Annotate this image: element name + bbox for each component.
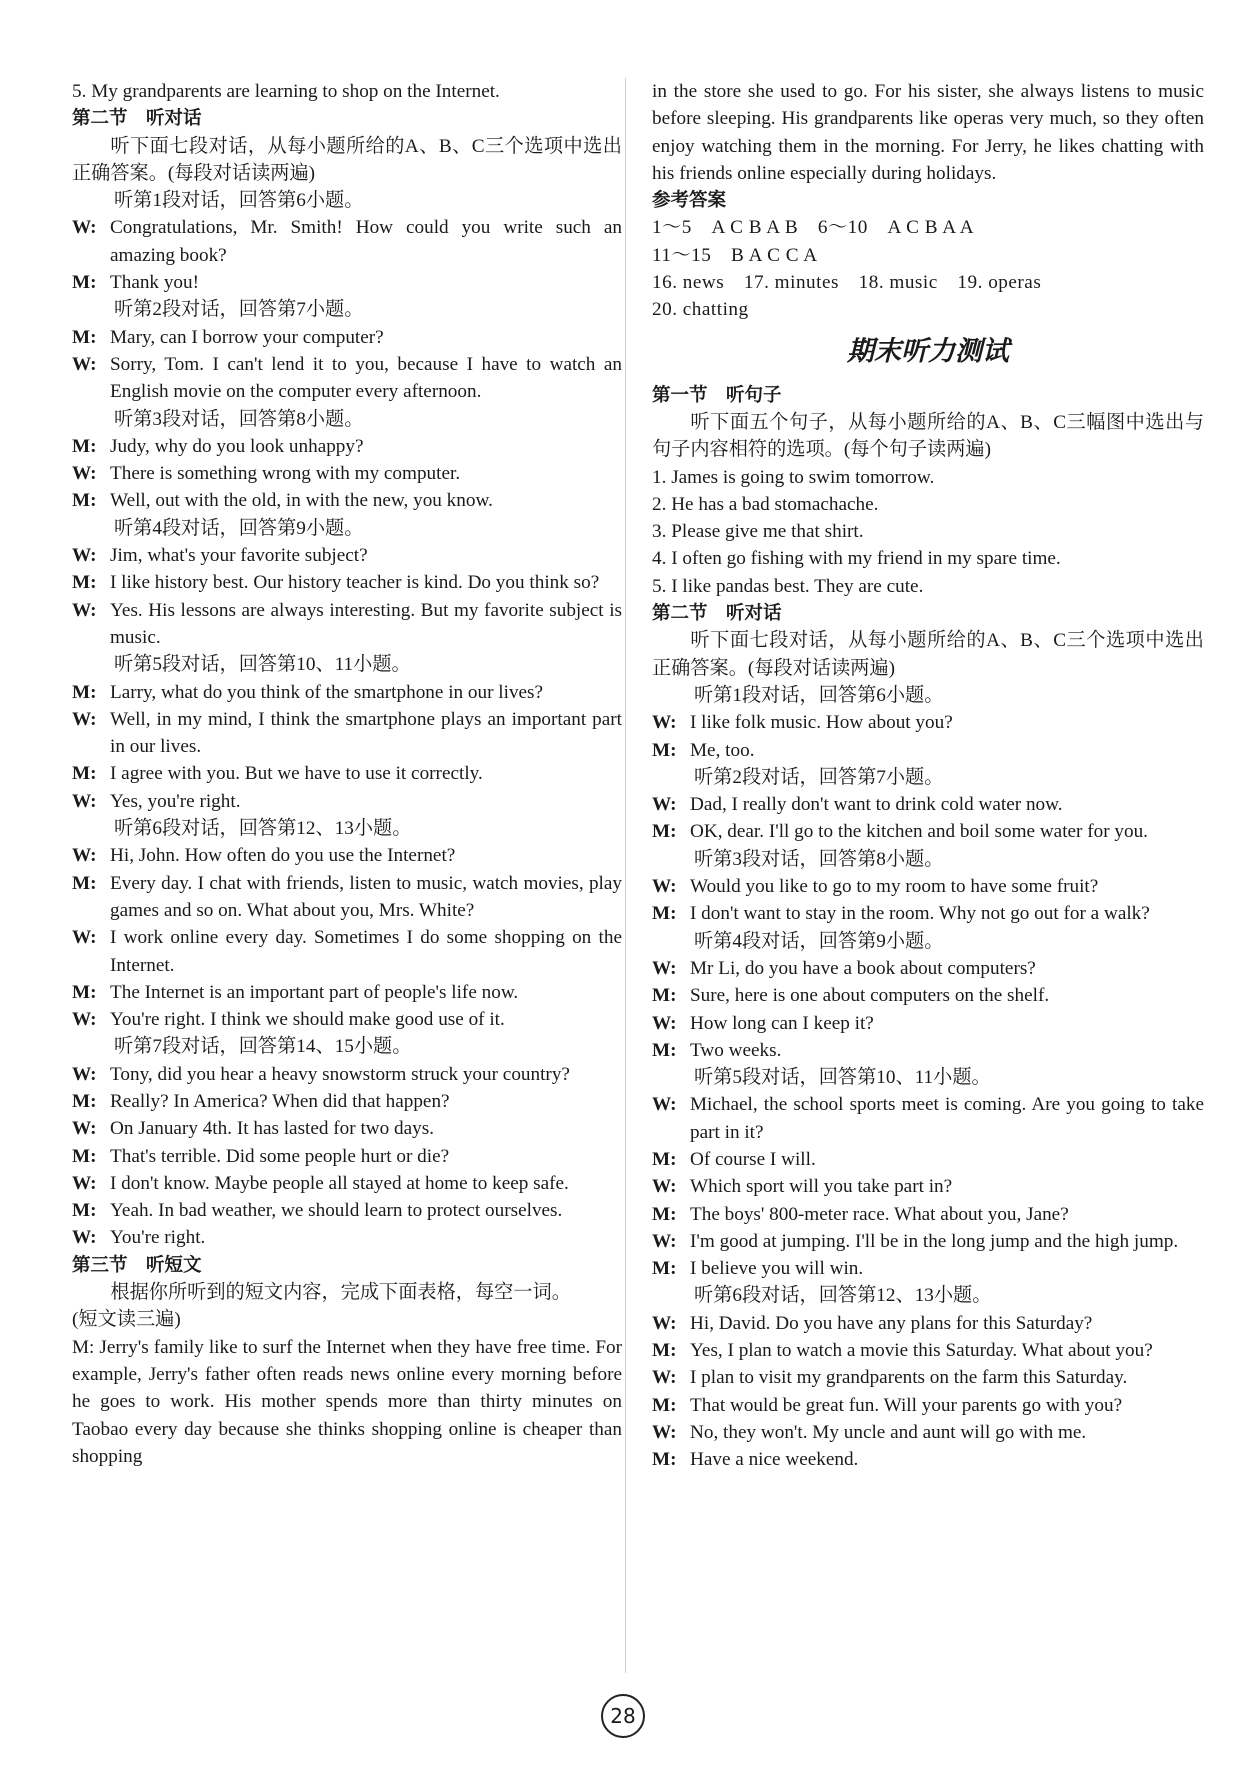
dialogue-cue: 听第4段对话，回答第9小题。: [694, 930, 944, 952]
dialogue-text: I like folk music. How about you?: [690, 712, 953, 734]
speaker-label: W:: [652, 1094, 677, 1116]
final-dialogue-3: [652, 873, 1204, 928]
dialogue-line: [652, 1446, 1204, 1473]
speaker-label: M:: [72, 572, 97, 594]
section-2-instruction: 听下面七段对话，从每小题所给的A、B、C三个选项中选出正确答案。(每段对话读两遍): [72, 135, 622, 184]
speaker-label: M:: [652, 903, 677, 925]
final-section-1-instruction: 听下面五个句子，从每小题所给的A、B、C三幅图中选出与句子内容相符的选项。(每个句子读两遍): [652, 411, 1204, 461]
speaker-label: W:: [72, 217, 97, 239]
dialogue-line: [72, 979, 622, 1006]
dialogue-cue: 听第7段对话，回答第14、15小题。: [114, 1036, 412, 1058]
passage-text: M: Jerry's family like to surf the Internet when they have free time. For example, Jerry's father often reads news online every morning before he goes to work. His mother spends more than thirty minutes on Taobao every day because she thinks shopping online is cheaper than shopping: [72, 1336, 622, 1467]
speaker-label: M:: [72, 1200, 97, 1222]
speaker-label: W:: [652, 1176, 677, 1198]
dialogue-line: [72, 760, 622, 787]
speaker-label: M:: [72, 326, 97, 348]
sentence-item: 2. He has a bad stomachache.: [652, 493, 879, 515]
dialogue-line: [72, 1197, 622, 1224]
dialogue-line: [652, 709, 1204, 736]
dialogue-text: Judy, why do you look unhappy?: [110, 435, 364, 457]
dialogue-line: [72, 460, 622, 487]
dialogue-text: I'm good at jumping. I'll be in the long jump and the high jump.: [690, 1230, 1179, 1252]
dialogue-text: No, they won't. My uncle and aunt will go with me.: [690, 1421, 1087, 1443]
final-dialogue-2: [652, 791, 1204, 846]
speaker-label: W:: [72, 1063, 97, 1085]
dialogue-line: [652, 1255, 1204, 1282]
dialogue-text: Two weeks.: [690, 1039, 782, 1061]
speaker-label: W:: [72, 463, 97, 485]
dialogue-7: [72, 1061, 622, 1252]
dialogue-cue: 听第2段对话，回答第7小题。: [694, 766, 944, 788]
dialogue-line: [72, 351, 622, 406]
final-test-title: 期末听力测试: [847, 335, 1009, 367]
dialogue-text: Dad, I really don't want to drink cold water now.: [690, 794, 1063, 816]
speaker-label: M:: [652, 1394, 677, 1416]
sentence-item-5: 5. My grandparents are learning to shop on the Internet.: [72, 81, 500, 102]
speaker-label: M:: [72, 763, 97, 785]
speaker-label: M:: [652, 1258, 677, 1280]
answer-line: 11～15 B A C C A: [652, 244, 818, 266]
speaker-label: W:: [72, 790, 97, 812]
section-3-note: (短文读三遍): [72, 1309, 181, 1331]
answer-line: 1～5 A C B A B 6～10 A C B A A: [652, 217, 975, 239]
final-section-2-heading: 第二节 听对话: [652, 603, 782, 625]
dialogue-text: On January 4th. It has lasted for two days.: [110, 1118, 434, 1140]
dialogue-4: [72, 542, 622, 651]
dialogue-text: Yes. His lessons are always interesting. But my favorite subject is music.: [110, 599, 622, 648]
answer-line: 16. news 17. minutes 18. music 19. operas: [652, 272, 1042, 294]
dialogue-text: Well, out with the old, in with the new, you know.: [110, 490, 493, 512]
speaker-label: M:: [652, 821, 677, 843]
dialogue-text: Sorry, Tom. I can't lend it to you, because I have to watch an English movie on the computer every afternoon.: [110, 353, 622, 403]
dialogue-line: [72, 924, 622, 979]
speaker-label: W:: [652, 957, 677, 979]
left-column: [72, 78, 622, 1470]
speaker-label: M:: [652, 1340, 677, 1362]
final-dialogue-4: [652, 955, 1204, 1064]
speaker-label: W:: [72, 545, 97, 567]
dialogue-text: How long can I keep it?: [690, 1012, 874, 1034]
final-dialogue-5: [652, 1091, 1204, 1282]
dialogue-line: [652, 1201, 1204, 1228]
speaker-label: M:: [72, 435, 97, 457]
dialogue-line: [72, 1006, 622, 1033]
dialogue-text: Mr Li, do you have a book about computers?: [690, 957, 1036, 979]
speaker-label: W:: [72, 927, 97, 949]
dialogue-text: Yes, I plan to watch a movie this Saturday. What about you?: [690, 1340, 1153, 1362]
dialogue-text: Which sport will you take part in?: [690, 1176, 953, 1198]
speaker-label: M:: [72, 981, 97, 1003]
dialogue-line: [652, 1337, 1204, 1364]
dialogue-6: [72, 842, 622, 1033]
section-2-heading: 第二节 听对话: [72, 108, 202, 130]
dialogue-cue: 听第6段对话，回答第12、13小题。: [114, 818, 412, 840]
speaker-label: W:: [72, 1172, 97, 1194]
dialogue-line: [652, 1173, 1204, 1200]
dialogue-cue: 听第5段对话，回答第10、11小题。: [694, 1067, 991, 1089]
dialogue-line: [652, 900, 1204, 927]
dialogue-text: Yes, you're right.: [110, 790, 241, 812]
dialogue-line: [72, 706, 622, 761]
dialogue-line: [72, 433, 622, 460]
speaker-label: W:: [72, 708, 97, 730]
dialogue-5: [72, 679, 622, 815]
dialogue-text: You're right.: [110, 1227, 206, 1249]
dialogue-line: [72, 487, 622, 514]
dialogue-cue: 听第4段对话，回答第9小题。: [114, 517, 364, 539]
speaker-label: W:: [72, 1227, 97, 1249]
dialogue-text: That's terrible. Did some people hurt or die?: [110, 1145, 450, 1167]
dialogue-text: Hi, John. How often do you use the Internet?: [110, 845, 456, 867]
dialogue-line: [72, 1170, 622, 1197]
dialogue-line: [652, 1310, 1204, 1337]
answer-line: 20. chatting: [652, 299, 749, 321]
dialogue-text: Jim, what's your favorite subject?: [110, 545, 368, 567]
dialogue-text: Sure, here is one about computers on the shelf.: [690, 985, 1050, 1007]
speaker-label: W:: [652, 712, 677, 734]
dialogue-line: [652, 1037, 1204, 1064]
dialogue-text: Every day. I chat with friends, listen to music, watch movies, play games and so on. What about you, Mrs. White?: [110, 872, 622, 921]
dialogue-cue: 听第5段对话，回答第10、11小题。: [114, 654, 411, 676]
dialogue-text: The boys' 800-meter race. What about you, Jane?: [690, 1203, 1069, 1225]
final-dialogue-6: [652, 1310, 1204, 1474]
final-dialogue-1: [652, 709, 1204, 764]
dialogue-line: [652, 1392, 1204, 1419]
dialogue-cue: 听第3段对话，回答第8小题。: [694, 848, 944, 870]
speaker-label: W:: [652, 876, 677, 898]
sentence-item: 4. I often go fishing with my friend in my spare time.: [652, 548, 1061, 570]
dialogue-line: [72, 1143, 622, 1170]
final-section-2-instruction: 听下面七段对话，从每小题所给的A、B、C三个选项中选出正确答案。(每段对话读两遍): [652, 630, 1204, 679]
speaker-label: M:: [652, 1148, 677, 1170]
dialogue-text: Larry, what do you think of the smartphone in our lives?: [110, 681, 544, 703]
dialogue-text: You're right. I think we should make good use of it.: [110, 1009, 505, 1031]
dialogue-cue: 听第6段对话，回答第12、13小题。: [694, 1285, 992, 1307]
speaker-label: W:: [652, 1230, 677, 1252]
dialogue-line: [72, 597, 622, 652]
speaker-label: M:: [72, 272, 97, 294]
dialogue-line: [652, 1010, 1204, 1037]
dialogue-line: [72, 1088, 622, 1115]
dialogue-text: Michael, the school sports meet is coming. Are you going to take part in it?: [690, 1094, 1204, 1143]
speaker-label: M:: [72, 1090, 97, 1112]
page-number: 28: [601, 1694, 645, 1738]
passage-text-continued: in the store she used to go. For his sister, she always listens to music before sleeping. His grandparents like operas very much, so they often enjoy watching them in the morning. For Jerry, he likes chatting with his friends online especially during holidays.: [652, 81, 1204, 184]
final-section-1-heading: 第一节 听句子: [652, 384, 782, 406]
dialogue-text: Thank you!: [110, 272, 199, 294]
dialogue-text: Tony, did you hear a heavy snowstorm struck your country?: [110, 1063, 570, 1085]
dialogue-1: [72, 214, 622, 296]
speaker-label: W:: [72, 1009, 97, 1031]
right-column: [652, 78, 1204, 1474]
dialogue-text: There is something wrong with my computer.: [110, 463, 461, 485]
speaker-label: M:: [72, 681, 97, 703]
dialogue-line: [652, 1091, 1204, 1146]
speaker-label: W:: [652, 1012, 677, 1034]
speaker-label: W:: [652, 794, 677, 816]
dialogue-3: [72, 433, 622, 515]
speaker-label: W:: [652, 1367, 677, 1389]
dialogue-text: That would be great fun. Will your parents go with you?: [690, 1394, 1123, 1416]
speaker-label: W:: [652, 1312, 677, 1334]
column-divider: [625, 78, 626, 1673]
sentence-item: 1. James is going to swim tomorrow.: [652, 466, 935, 488]
speaker-label: W:: [72, 1118, 97, 1140]
dialogue-line: [72, 788, 622, 815]
dialogue-text: Well, in my mind, I think the smartphone plays an important part in our lives.: [110, 708, 622, 758]
dialogue-cue: 听第1段对话，回答第6小题。: [114, 190, 364, 212]
sentence-item: 3. Please give me that shirt.: [652, 521, 864, 543]
dialogue-text: The Internet is an important part of people's life now.: [110, 981, 519, 1003]
speaker-label: M:: [652, 1203, 677, 1225]
dialogue-line: [72, 870, 622, 925]
speaker-label: M:: [652, 1039, 677, 1061]
dialogue-line: [652, 791, 1204, 818]
dialogue-2: [72, 324, 622, 406]
dialogue-line: [72, 679, 622, 706]
dialogue-text: Of course I will.: [690, 1148, 816, 1170]
speaker-label: M:: [72, 872, 97, 894]
speaker-label: M:: [652, 739, 677, 761]
dialogue-text: Me, too.: [690, 739, 755, 761]
dialogue-line: [72, 1224, 622, 1251]
dialogue-cue: 听第2段对话，回答第7小题。: [114, 299, 364, 321]
dialogue-text: Hi, David. Do you have any plans for this Saturday?: [690, 1312, 1093, 1334]
dialogue-line: [652, 737, 1204, 764]
dialogue-line: [72, 269, 622, 296]
section-3-instruction: 根据你所听到的短文内容，完成下面表格，每空一词。: [110, 1282, 571, 1304]
section-3-heading: 第三节 听短文: [72, 1254, 202, 1276]
dialogue-line: [652, 1419, 1204, 1446]
dialogue-text: Yeah. In bad weather, we should learn to protect ourselves.: [110, 1200, 563, 1222]
dialogue-text: I believe you will win.: [690, 1258, 864, 1280]
dialogue-line: [72, 1115, 622, 1142]
dialogue-line: [652, 873, 1204, 900]
dialogue-line: [72, 569, 622, 596]
dialogue-line: [652, 818, 1204, 845]
dialogue-line: [72, 1061, 622, 1088]
speaker-label: M:: [72, 490, 97, 512]
speaker-label: M:: [72, 1145, 97, 1167]
dialogue-text: I agree with you. But we have to use it correctly.: [110, 763, 483, 785]
dialogue-line: [652, 1228, 1204, 1255]
dialogue-text: Have a nice weekend.: [690, 1449, 859, 1471]
dialogue-line: [652, 955, 1204, 982]
dialogue-text: OK, dear. I'll go to the kitchen and boil some water for you.: [690, 821, 1148, 843]
dialogue-line: [652, 982, 1204, 1009]
dialogue-cue: 听第1段对话，回答第6小题。: [694, 684, 944, 706]
dialogue-text: Would you like to go to my room to have some fruit?: [690, 876, 1099, 898]
dialogue-text: I don't want to stay in the room. Why not go out for a walk?: [690, 903, 1150, 925]
dialogue-line: [72, 842, 622, 869]
speaker-label: W:: [72, 353, 97, 375]
dialogue-line: [72, 324, 622, 351]
dialogue-text: I plan to visit my grandparents on the farm this Saturday.: [690, 1367, 1128, 1389]
answers-heading: 参考答案: [652, 190, 727, 212]
dialogue-line: [72, 542, 622, 569]
dialogue-text: I like history best. Our history teacher is kind. Do you think so?: [110, 572, 600, 594]
dialogue-text: Really? In America? When did that happen?: [110, 1090, 450, 1112]
sentence-item: 5. I like pandas best. They are cute.: [652, 575, 924, 597]
dialogue-line: [72, 214, 622, 269]
dialogue-text: I work online every day. Sometimes I do some shopping on the Internet.: [110, 927, 622, 976]
dialogue-line: [652, 1146, 1204, 1173]
speaker-label: W:: [72, 845, 97, 867]
speaker-label: M:: [652, 985, 677, 1007]
dialogue-cue: 听第3段对话，回答第8小题。: [114, 408, 364, 430]
dialogue-text: Mary, can I borrow your computer?: [110, 326, 384, 348]
speaker-label: W:: [72, 599, 97, 621]
speaker-label: W:: [652, 1421, 677, 1443]
dialogue-text: I don't know. Maybe people all stayed at home to keep safe.: [110, 1172, 569, 1194]
dialogue-text: Congratulations, Mr. Smith! How could you write such an amazing book?: [110, 217, 622, 266]
speaker-label: M:: [652, 1449, 677, 1471]
dialogue-line: [652, 1364, 1204, 1391]
